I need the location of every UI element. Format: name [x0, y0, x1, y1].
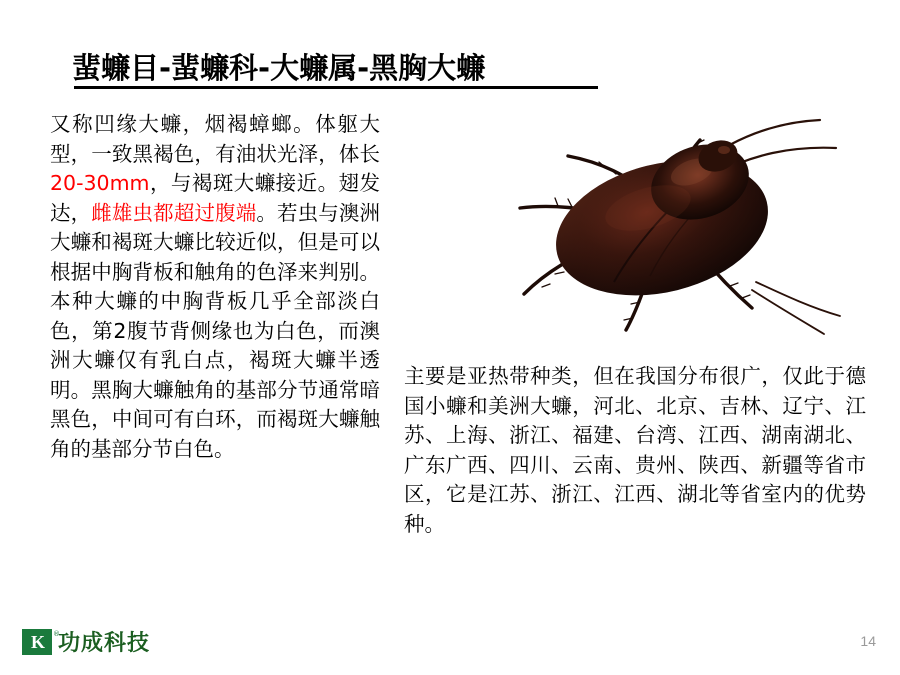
text-part-3: 。若虫与澳洲大蠊和褐斑大蠊比较近似，但是可以根据中胸背板和触角的色泽来判别。本种大蠊的中胸背板几乎全部淡白色，第2腹节背侧缘也为白色，而澳洲大蠊仅有乳白点，褐斑大蠊半透明。黑胸大蠊触角的基部分节通常暗黑色，中间可有白环，而褐斑大蠊触角的基部分节白色。	[50, 200, 381, 461]
logo-mark-icon	[22, 629, 60, 655]
text-highlight-wings: 雌雄虫都超过腹端	[91, 200, 257, 225]
text-highlight-size: 20-30mm	[50, 171, 150, 195]
left-paragraph	[50, 110, 380, 464]
text-part-1: 又称凹缘大蠊，烟褐蟑螂。体躯大型，一致黑褐色，有油状光泽，体长	[50, 112, 380, 166]
right-distribution-text	[404, 362, 866, 539]
left-description-text	[50, 110, 380, 464]
title-underline	[74, 86, 598, 89]
logo-mark-letter: K	[30, 631, 43, 652]
page-number: 14	[860, 633, 876, 649]
cockroach-illustration	[400, 104, 868, 352]
page-title: 蜚蠊目-蜚蠊科-大蠊属-黑胸大蠊	[72, 51, 486, 85]
cockroach-photo	[400, 104, 868, 352]
text-part-2: ，与褐斑大蠊接近。翅发达，	[50, 171, 380, 225]
logo-text: 功成科技	[58, 631, 151, 656]
right-paragraph: 主要是亚热带种类，但在我国分布很广，仅此于德国小蠊和美洲大蠊，河北、北京、吉林、辽宁、江苏、上海、浙江、福建、台湾、江西、湖南湖北、广东广西、四川、云南、贵州、陕西、新疆等省市区，它是江苏、浙江、江西、湖北等省室内的优势种。	[404, 364, 866, 536]
company-logo	[22, 626, 150, 657]
registered-mark: ®	[53, 629, 60, 638]
